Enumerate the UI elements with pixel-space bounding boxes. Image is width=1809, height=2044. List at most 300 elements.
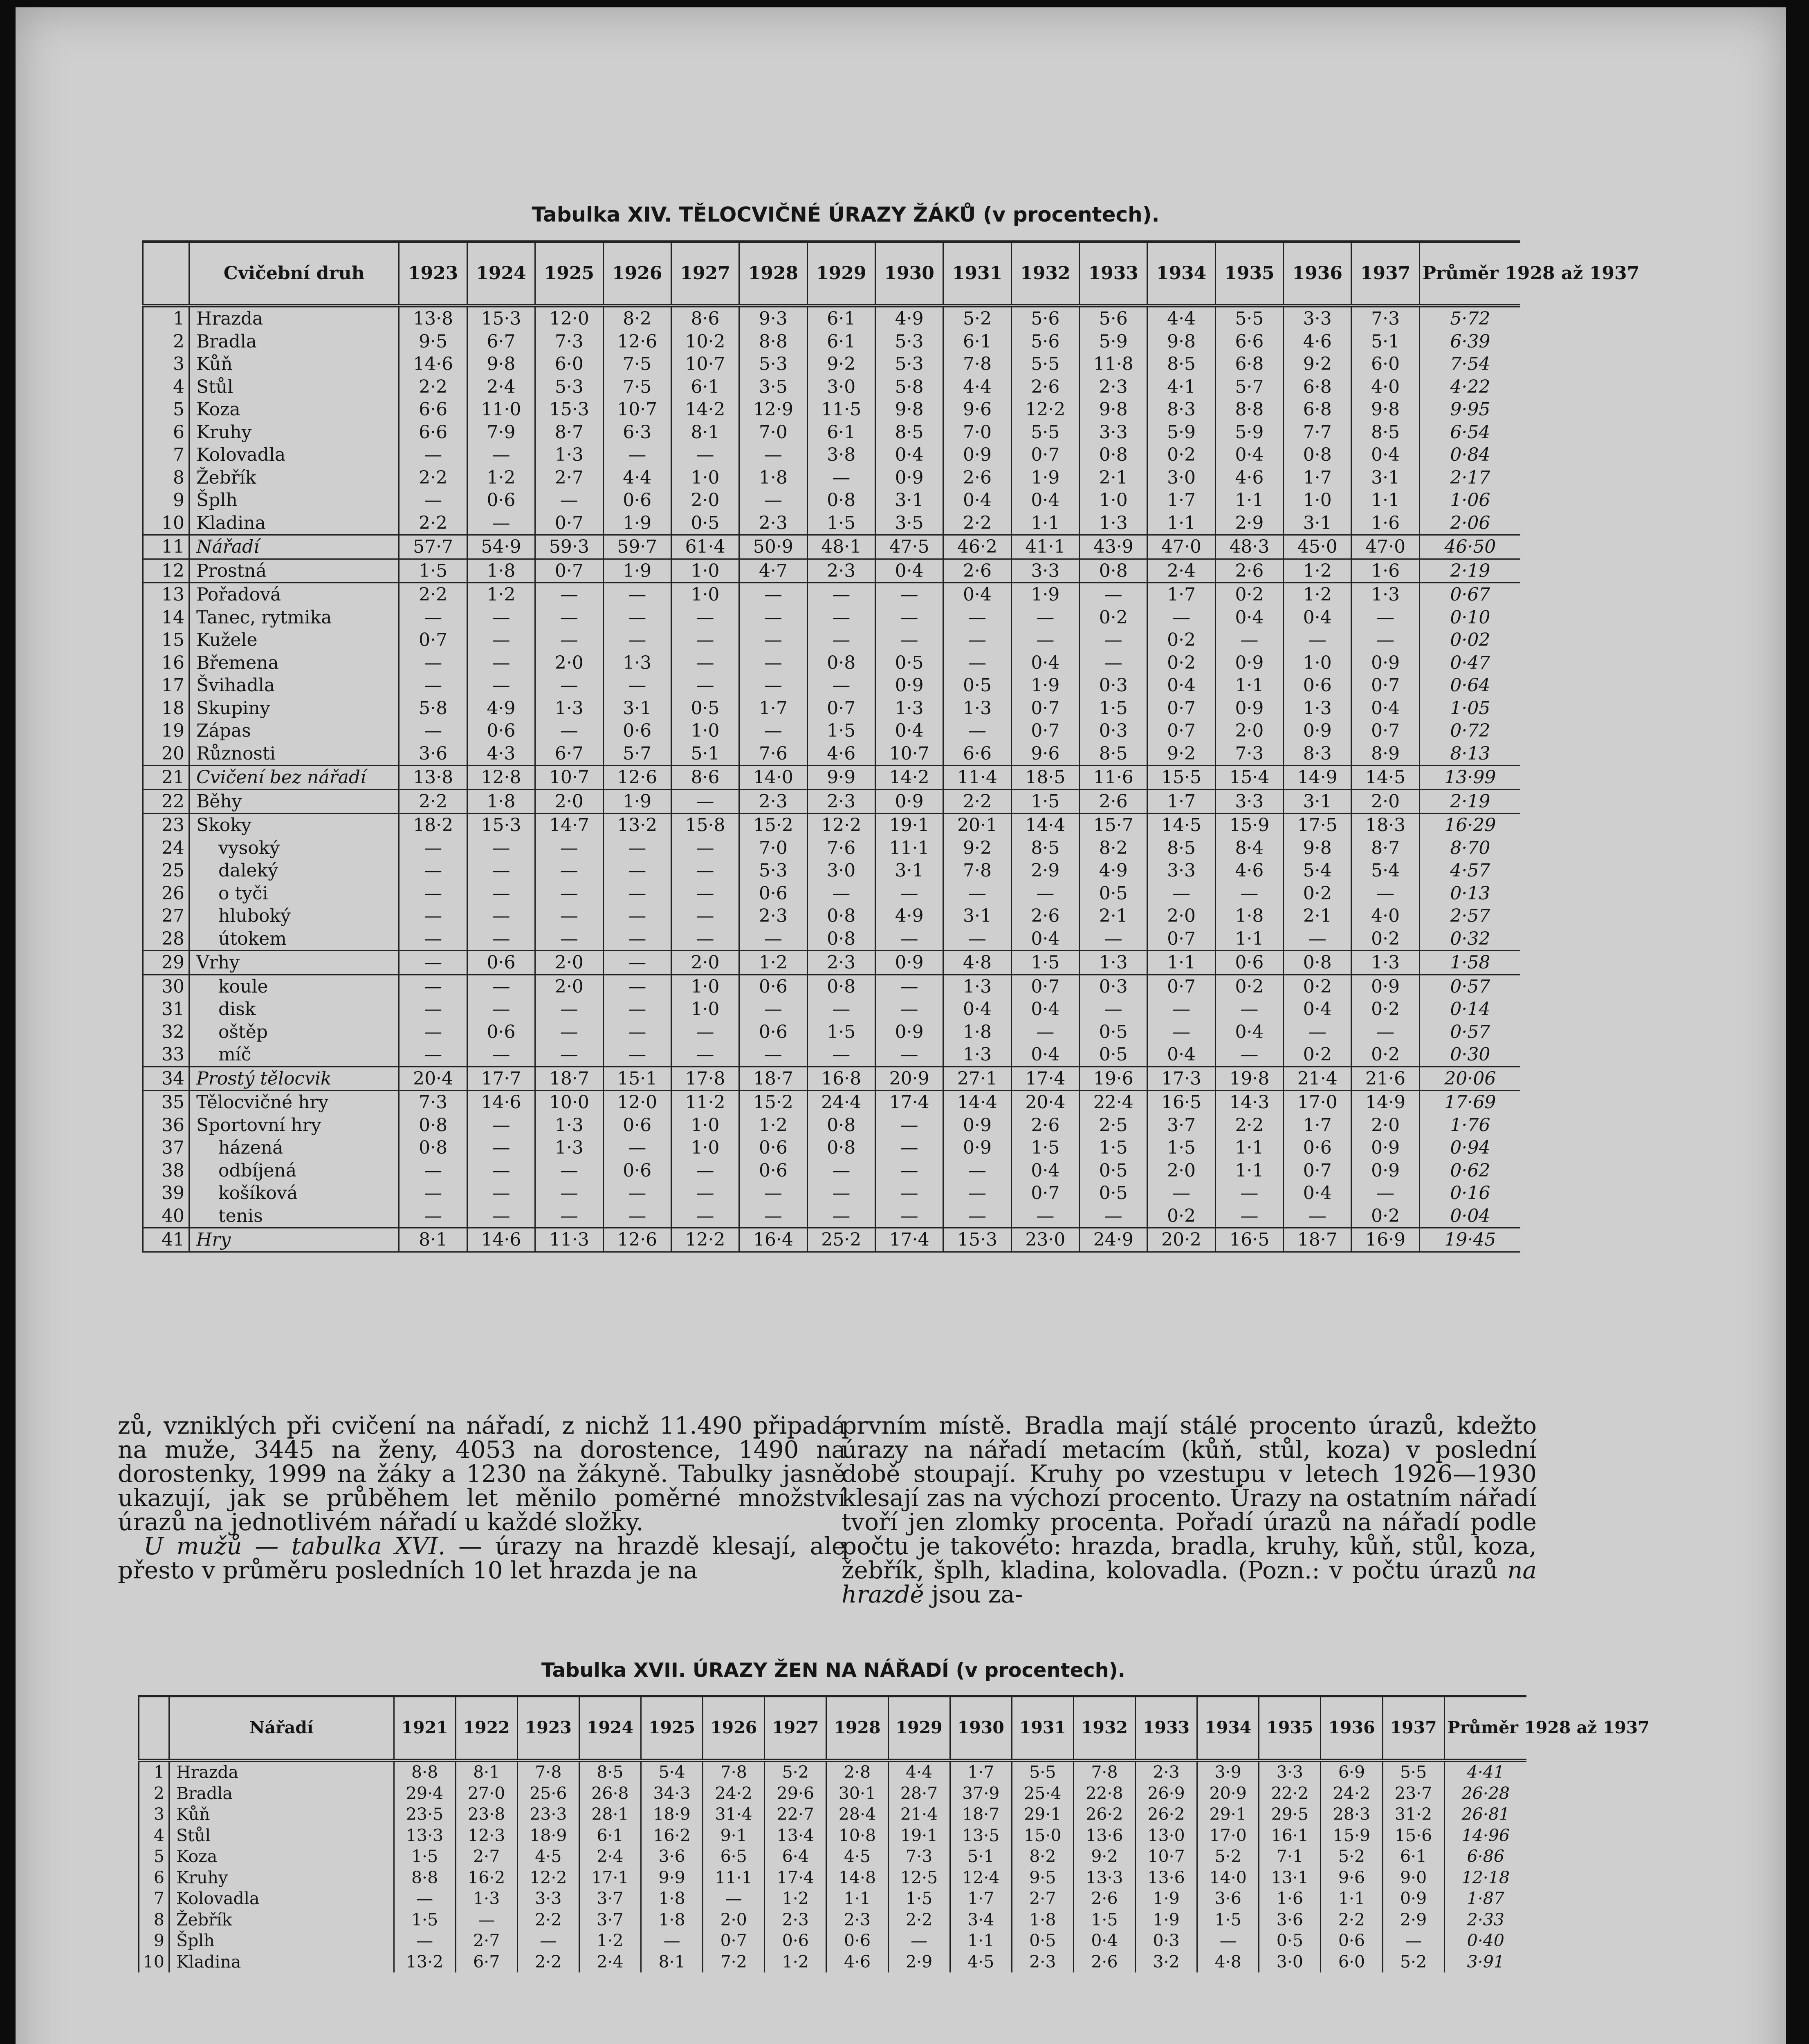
row-label: Koza [169, 1846, 394, 1867]
value-cell: — [1351, 629, 1419, 652]
value-cell: — [807, 1182, 875, 1205]
value-cell: 15·2 [739, 814, 807, 837]
value-cell: 1·1 [1351, 489, 1419, 512]
value-cell: — [399, 719, 467, 742]
value-cell: — [399, 1021, 467, 1044]
header-cell: 1933 [1136, 1696, 1197, 1760]
value-cell: 20·4 [399, 1067, 467, 1091]
table-row [139, 1825, 1527, 1847]
value-cell: — [739, 629, 807, 652]
value-cell: 2·5 [1080, 1114, 1147, 1137]
value-cell: — [807, 998, 875, 1021]
value-cell: 9·8 [467, 353, 535, 376]
value-cell: 2·4 [467, 376, 535, 399]
value-cell: 6·1 [807, 306, 875, 330]
header-cell: 1921 [394, 1696, 456, 1760]
value-cell: 3·6 [1197, 1888, 1259, 1910]
value-cell: 16·2 [641, 1825, 703, 1847]
value-cell: 12·2 [807, 814, 875, 837]
value-cell: 0·6 [826, 1930, 888, 1952]
header-cell: 1937 [1383, 1696, 1444, 1760]
value-cell: 5·3 [875, 330, 943, 353]
row-label: odbíjená [189, 1159, 399, 1182]
value-cell: 14·6 [467, 1228, 535, 1252]
value-cell: — [943, 652, 1011, 675]
value-cell: 0·7 [1147, 928, 1215, 951]
value-cell: — [671, 652, 739, 675]
value-cell: 12·5 [888, 1867, 950, 1889]
value-cell: 1·3 [535, 697, 603, 720]
value-cell: 4·1 [1147, 376, 1215, 399]
row-number: 17 [143, 674, 189, 697]
value-cell: 15·3 [943, 1228, 1011, 1252]
value-cell: 13·6 [1136, 1867, 1197, 1889]
header-cell: 1930 [875, 242, 943, 306]
value-cell: — [1215, 882, 1283, 905]
value-cell: 2·0 [1351, 1114, 1419, 1137]
value-cell: 0·7 [535, 512, 603, 535]
value-cell: 0·4 [1147, 1043, 1215, 1067]
table-row [143, 928, 1521, 951]
value-cell: — [807, 882, 875, 905]
value-cell: 15·2 [739, 1091, 807, 1114]
value-cell: 2·0 [1147, 1159, 1215, 1182]
row-label: Nářadí [189, 535, 399, 559]
value-cell: 3·6 [399, 742, 467, 766]
value-cell: 7·7 [1284, 421, 1351, 444]
value-cell: 1·2 [765, 1888, 826, 1910]
value-cell: 2·0 [671, 951, 739, 975]
value-cell: 0·6 [739, 975, 807, 998]
value-cell: 8·5 [1080, 742, 1147, 766]
average-cell: 26·81 [1444, 1804, 1526, 1825]
value-cell: 2·6 [943, 559, 1011, 583]
value-cell: — [875, 1159, 943, 1182]
value-cell: 2·7 [1012, 1888, 1073, 1910]
value-cell: 0·2 [1284, 975, 1351, 998]
value-cell: 19·1 [875, 814, 943, 837]
value-cell: 8·1 [671, 421, 739, 444]
value-cell: — [467, 629, 535, 652]
row-number: 1 [139, 1760, 169, 1783]
value-cell: — [517, 1930, 579, 1952]
value-cell: 13·3 [1073, 1867, 1135, 1889]
average-cell: 0·40 [1444, 1930, 1526, 1952]
value-cell: 6·3 [603, 421, 671, 444]
value-cell: 1·8 [1012, 1910, 1073, 1931]
value-cell: — [943, 1182, 1011, 1205]
value-cell: 25·2 [807, 1228, 875, 1252]
value-cell: 8·8 [739, 330, 807, 353]
value-cell: 0·6 [739, 1136, 807, 1159]
value-cell: 14·0 [739, 766, 807, 790]
average-cell: 1·87 [1444, 1888, 1526, 1910]
value-cell: 4·0 [1351, 376, 1419, 399]
value-cell: 1·5 [399, 559, 467, 583]
value-cell: 0·7 [1351, 719, 1419, 742]
value-cell: 0·7 [1147, 719, 1215, 742]
table-row [143, 905, 1521, 928]
table-row [143, 1067, 1521, 1091]
value-cell: 3·5 [739, 376, 807, 399]
value-cell: — [394, 1888, 456, 1910]
value-cell: 21·4 [1284, 1067, 1351, 1091]
value-cell: 22·7 [765, 1804, 826, 1825]
value-cell: 0·8 [1080, 444, 1147, 466]
value-cell: 0·5 [1080, 1021, 1147, 1044]
table14-title: Tabulka XIV. TĚLOCVIČNÉ ÚRAZY ŽÁKŮ (v procentech). [532, 203, 1160, 226]
value-cell: 7·3 [535, 330, 603, 353]
value-cell: 0·5 [1080, 1043, 1147, 1067]
header-cell: 1935 [1215, 242, 1283, 306]
value-cell: 2·0 [1351, 789, 1419, 814]
value-cell: 3·0 [1259, 1952, 1321, 1973]
header-cell: 1928 [739, 242, 807, 306]
table-row [143, 1043, 1521, 1067]
value-cell: 4·9 [875, 306, 943, 330]
value-cell: 2·7 [456, 1930, 517, 1952]
header-cell: 1925 [641, 1696, 703, 1760]
header-cell: Nářadí [169, 1696, 394, 1760]
value-cell: 3·1 [1284, 789, 1351, 814]
row-label: Běhy [189, 789, 399, 814]
value-cell: 9·5 [399, 330, 467, 353]
value-cell: — [671, 629, 739, 652]
value-cell: 0·7 [1147, 697, 1215, 720]
value-cell: 1·1 [1215, 1159, 1283, 1182]
average-cell: 2·33 [1444, 1910, 1526, 1931]
value-cell: — [739, 652, 807, 675]
value-cell: — [807, 583, 875, 606]
header-cell: 1935 [1259, 1696, 1321, 1760]
value-cell: 0·4 [1284, 606, 1351, 629]
average-cell: 6·39 [1419, 330, 1520, 353]
value-cell: 3·4 [950, 1910, 1012, 1931]
row-number: 35 [143, 1091, 189, 1114]
row-number: 24 [143, 837, 189, 860]
value-cell: — [399, 837, 467, 860]
value-cell: 0·4 [1011, 998, 1079, 1021]
value-cell: 0·6 [467, 489, 535, 512]
value-cell: 9·2 [1147, 742, 1215, 766]
value-cell: 10·7 [535, 766, 603, 790]
table-row [143, 606, 1521, 629]
value-cell: 29·1 [1197, 1804, 1259, 1825]
value-cell: 0·6 [1284, 1136, 1351, 1159]
table-row [143, 1159, 1521, 1182]
average-cell: 46·50 [1419, 535, 1520, 559]
header-cell: Cvičební druh [189, 242, 399, 306]
value-cell: 3·9 [1197, 1760, 1259, 1783]
value-cell: 6·1 [943, 330, 1011, 353]
row-label: Kužele [189, 629, 399, 652]
header-cell: 1926 [703, 1696, 765, 1760]
value-cell: 2·1 [1284, 905, 1351, 928]
value-cell: — [603, 951, 671, 975]
header-cell: 1929 [807, 242, 875, 306]
value-cell: 48·3 [1215, 535, 1283, 559]
value-cell: 0·5 [1080, 1159, 1147, 1182]
value-cell: 9·9 [641, 1867, 703, 1889]
value-cell: 30·1 [826, 1783, 888, 1804]
table-row [143, 697, 1521, 720]
value-cell: 6·8 [1284, 398, 1351, 421]
table-row [143, 421, 1521, 444]
value-cell: 10·7 [603, 398, 671, 421]
value-cell: 14·6 [399, 353, 467, 376]
value-cell: 59·3 [535, 535, 603, 559]
value-cell: 1·5 [1011, 951, 1079, 975]
value-cell: 5·2 [943, 306, 1011, 330]
table-row [143, 674, 1521, 697]
value-cell: 1·3 [875, 697, 943, 720]
value-cell: 45·0 [1284, 535, 1351, 559]
value-cell: 29·5 [1259, 1804, 1321, 1825]
value-cell: 17·4 [765, 1867, 826, 1889]
value-cell: 0·2 [1351, 1205, 1419, 1228]
value-cell: 16·5 [1215, 1228, 1283, 1252]
value-cell: 7·2 [703, 1952, 765, 1973]
value-cell: 0·6 [603, 719, 671, 742]
row-number: 6 [139, 1867, 169, 1889]
value-cell: — [535, 1205, 603, 1228]
average-cell: 26·28 [1444, 1783, 1526, 1804]
table-row [139, 1930, 1527, 1952]
value-cell: 1·5 [1080, 697, 1147, 720]
value-cell: 17·0 [1197, 1825, 1259, 1847]
row-number: 18 [143, 697, 189, 720]
row-number: 3 [143, 353, 189, 376]
value-cell: — [603, 928, 671, 951]
value-cell: 3·7 [579, 1888, 641, 1910]
value-cell: 7·8 [1073, 1760, 1135, 1783]
value-cell: 1·3 [943, 975, 1011, 998]
row-label: Šplh [189, 489, 399, 512]
value-cell: — [1080, 998, 1147, 1021]
value-cell: 11·2 [671, 1091, 739, 1114]
row-label: Žebřík [169, 1910, 394, 1931]
value-cell: 5·6 [1011, 330, 1079, 353]
value-cell: 7·0 [739, 421, 807, 444]
header-cell: 1936 [1321, 1696, 1383, 1760]
value-cell: 1·7 [950, 1760, 1012, 1783]
value-cell: 1·7 [1147, 789, 1215, 814]
row-label: Prostý tělocvik [189, 1067, 399, 1091]
value-cell: — [807, 629, 875, 652]
row-number: 3 [139, 1804, 169, 1825]
value-cell: — [1215, 629, 1283, 652]
row-label: Kladina [169, 1952, 394, 1973]
value-cell: — [739, 1182, 807, 1205]
header-cell: Průměr 1928 až 1937 [1419, 242, 1520, 306]
value-cell: 9·9 [807, 766, 875, 790]
value-cell: 23·7 [1383, 1783, 1444, 1804]
average-cell: 13·99 [1419, 766, 1520, 790]
value-cell: 0·5 [671, 697, 739, 720]
value-cell: 5·6 [1011, 306, 1079, 330]
value-cell: — [535, 1159, 603, 1182]
value-cell: 15·6 [1383, 1825, 1444, 1847]
value-cell: 13·8 [399, 766, 467, 790]
value-cell: 2·3 [807, 951, 875, 975]
value-cell: 6·6 [399, 398, 467, 421]
value-cell: 26·9 [1136, 1783, 1197, 1804]
value-cell: — [1215, 998, 1283, 1021]
value-cell: 22·4 [1080, 1091, 1147, 1114]
value-cell: 0·8 [807, 928, 875, 951]
table-row [143, 1091, 1521, 1114]
value-cell: — [807, 674, 875, 697]
row-number: 41 [143, 1228, 189, 1252]
value-cell: 2·2 [399, 583, 467, 606]
value-cell: 4·9 [467, 697, 535, 720]
value-cell: 5·4 [1351, 859, 1419, 882]
value-cell: 2·0 [535, 951, 603, 975]
value-cell: 28·1 [579, 1804, 641, 1825]
value-cell: 26·8 [579, 1783, 641, 1804]
value-cell: — [671, 837, 739, 860]
value-cell: — [671, 606, 739, 629]
value-cell: — [739, 606, 807, 629]
value-cell: — [399, 951, 467, 975]
value-cell: 18·7 [950, 1804, 1012, 1825]
value-cell: 20·9 [875, 1067, 943, 1091]
value-cell: 3·3 [517, 1888, 579, 1910]
value-cell: 8·7 [535, 421, 603, 444]
row-label: Skoky [189, 814, 399, 837]
value-cell: — [671, 1182, 739, 1205]
value-cell: 50·9 [739, 535, 807, 559]
value-cell: — [467, 837, 535, 860]
header-cell: 1929 [888, 1696, 950, 1760]
value-cell: 2·2 [399, 466, 467, 489]
value-cell: — [641, 1930, 703, 1952]
value-cell: 17·7 [467, 1067, 535, 1091]
value-cell: — [399, 882, 467, 905]
row-label: Kůň [169, 1804, 394, 1825]
row-label: Pořadová [189, 583, 399, 606]
value-cell: 13·5 [950, 1825, 1012, 1847]
value-cell: 8·5 [1147, 837, 1215, 860]
value-cell: 7·8 [943, 353, 1011, 376]
row-label: daleký [189, 859, 399, 882]
value-cell: — [603, 583, 671, 606]
value-cell: 1·5 [1011, 1136, 1079, 1159]
value-cell: — [1080, 1205, 1147, 1228]
average-cell: 7·54 [1419, 353, 1520, 376]
text-column-left [118, 1414, 846, 1582]
value-cell: 3·1 [875, 859, 943, 882]
value-cell: 14·2 [671, 398, 739, 421]
value-cell: — [943, 629, 1011, 652]
row-number: 20 [143, 742, 189, 766]
value-cell: 3·6 [641, 1846, 703, 1867]
value-cell: — [467, 1205, 535, 1228]
value-cell: 6·1 [807, 421, 875, 444]
average-cell: 0·10 [1419, 606, 1520, 629]
value-cell: 13·8 [399, 306, 467, 330]
value-cell: 0·5 [1012, 1930, 1073, 1952]
value-cell: — [807, 1159, 875, 1182]
value-cell: 3·1 [943, 905, 1011, 928]
value-cell: — [1215, 1182, 1283, 1205]
row-label: Skupiny [189, 697, 399, 720]
value-cell: 0·8 [807, 1114, 875, 1137]
average-cell: 2·19 [1419, 559, 1520, 583]
value-cell: 4·6 [1284, 330, 1351, 353]
row-number: 19 [143, 719, 189, 742]
value-cell: 8·4 [1215, 837, 1283, 860]
value-cell: 7·3 [1215, 742, 1283, 766]
row-label: hluboký [189, 905, 399, 928]
value-cell: — [1011, 1021, 1079, 1044]
value-cell: — [467, 444, 535, 466]
row-number: 4 [143, 376, 189, 399]
value-cell: — [671, 674, 739, 697]
value-cell: 41·1 [1011, 535, 1079, 559]
value-cell: — [875, 1114, 943, 1137]
value-cell: 4·5 [826, 1846, 888, 1867]
value-cell: 17·8 [671, 1067, 739, 1091]
table-row [139, 1910, 1527, 1931]
value-cell: 1·8 [943, 1021, 1011, 1044]
value-cell: 19·1 [888, 1825, 950, 1847]
value-cell: 2·4 [579, 1846, 641, 1867]
row-number: 27 [143, 905, 189, 928]
row-label: vysoký [189, 837, 399, 860]
value-cell: 17·5 [1284, 814, 1351, 837]
row-label: Kladina [189, 512, 399, 535]
row-number: 12 [143, 559, 189, 583]
value-cell: 0·2 [1147, 629, 1215, 652]
value-cell: 14·0 [1197, 1867, 1259, 1889]
value-cell: 1·9 [1136, 1910, 1197, 1931]
value-cell: 0·4 [943, 489, 1011, 512]
value-cell: 59·7 [603, 535, 671, 559]
value-cell: — [467, 975, 535, 998]
table-row [143, 466, 1521, 489]
value-cell: 13·2 [394, 1952, 456, 1973]
value-cell: 6·1 [807, 330, 875, 353]
value-cell: — [399, 606, 467, 629]
table-row [143, 719, 1521, 742]
average-cell: 0·62 [1419, 1159, 1520, 1182]
value-cell: 2·1 [1080, 466, 1147, 489]
value-cell: 5·2 [765, 1760, 826, 1783]
value-cell: 4·4 [1147, 306, 1215, 330]
value-cell: 13·4 [765, 1825, 826, 1847]
value-cell: 1·6 [1351, 559, 1419, 583]
value-cell: 0·5 [1080, 1182, 1147, 1205]
value-cell: 8·1 [641, 1952, 703, 1973]
value-cell: 0·2 [1351, 1043, 1419, 1067]
value-cell: 4·6 [1215, 859, 1283, 882]
value-cell: — [467, 1159, 535, 1182]
value-cell: 1·3 [943, 697, 1011, 720]
value-cell: 31·2 [1383, 1804, 1444, 1825]
header-cell: 1931 [943, 242, 1011, 306]
value-cell: — [671, 882, 739, 905]
value-cell: 8·7 [1351, 837, 1419, 860]
table-row [139, 1888, 1527, 1910]
value-cell: — [875, 1182, 943, 1205]
value-cell: 54·9 [467, 535, 535, 559]
value-cell: — [535, 606, 603, 629]
value-cell: 1·3 [1351, 951, 1419, 975]
value-cell: 0·6 [467, 719, 535, 742]
value-cell: 14·5 [1351, 766, 1419, 790]
value-cell: 0·9 [1215, 697, 1283, 720]
